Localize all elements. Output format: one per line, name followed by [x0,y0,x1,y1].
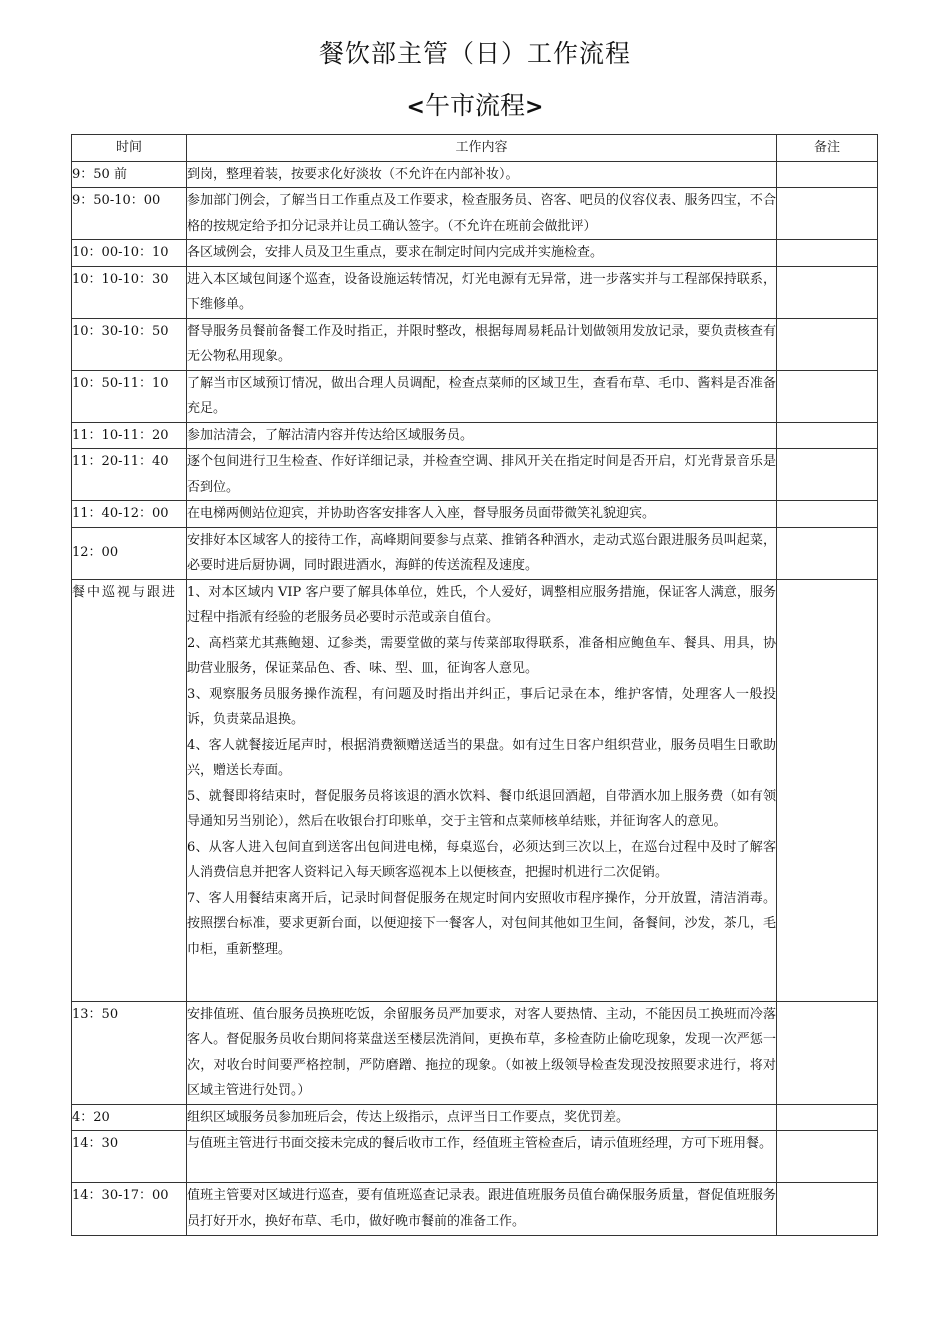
row-content: 安排值班、值台服务员换班吃饭，余留服务员严加要求，对客人要热情、主动，不能因员工换班而冷落客人。督促服务员收台期间将菜盘送至楼层洗消间，更换布草，多检查防止偷吃现象，发现一次严惩一次，对收台时间要严格控制，严防磨蹭、拖拉的现象。（如被上级领导检查发现没按照要求进行，将对区域主管进行处罚。） [187,1001,777,1104]
row-time: 10：10-10：30 [72,266,187,318]
row-time: 9：50-10：00 [72,188,187,240]
document-title: 餐饮部主管（日）工作流程 [318,39,631,68]
table-row [72,161,878,188]
row-note [777,188,878,240]
document-subtitle [0,86,950,122]
header-note: 备注 [777,135,878,162]
workflow-table [71,134,878,1236]
row-note [777,318,878,370]
row-content: 进入本区域包间逐个巡查，设备设施运转情况，灯光电源有无异常，进一步落实并与工程部保持联系，下维修单。 [187,266,777,318]
content-paragraph: 1、对本区域内 VIP 客户要了解具体单位，姓氏，个人爱好，调整相应服务措施，保证客人满意，服务过程中指派有经验的老服务员必要时示范或亲自值台。 [187,584,776,625]
row-time: 9：50 前 [72,161,187,188]
table-row [72,527,878,579]
table-row [72,579,878,1001]
subtitle-bracket-right: > [525,95,544,120]
row-content: 逐个包间进行卫生检查、作好详细记录，并检查空调、排风开关在指定时间是否开启，灯光背景音乐是否到位。 [187,449,777,501]
table-row [72,501,878,528]
table-row [72,1001,878,1104]
row-note [777,501,878,528]
row-time: 10：30-10：50 [72,318,187,370]
table-row [72,1183,878,1236]
table-row [72,449,878,501]
row-note [777,527,878,579]
row-content: 在电梯两侧站位迎宾，并协助咨客安排客人入座，督导服务员面带微笑礼貌迎宾。 [187,501,777,528]
table-row [72,1131,878,1183]
row-time: 4：20 [72,1104,187,1131]
row-content: 值班主管要对区域进行巡查，要有值班巡查记录表。跟进值班服务员值台确保服务质量，督促值班服务员打好开水，换好布草、毛巾，做好晚市餐前的准备工作。 [187,1183,777,1236]
row-content: 组织区域服务员参加班后会，传达上级指示，点评当日工作要点，奖优罚差。 [187,1104,777,1131]
row-note [777,266,878,318]
header-time: 时间 [72,135,187,162]
row-note [777,1183,878,1236]
row-time: 11：40-12：00 [72,501,187,528]
table-row [72,318,878,370]
row-note [777,422,878,449]
row-time: 12：00 [72,527,187,579]
table-row [72,422,878,449]
row-time: 10：00-10：10 [72,240,187,267]
table-row [72,266,878,318]
row-content: 安排好本区域客人的接待工作，高峰期间要参与点菜、推销各种酒水，走动式巡台跟进服务员叫起菜，必要时进后厨协调，同时跟进酒水，海鲜的传送流程及速度。 [187,527,777,579]
row-content: 到岗，整理着装，按要求化好淡妆（不允许在内部补妆）。 [187,161,777,188]
subtitle-text: 午市流程 [424,91,525,120]
row-content: 各区域例会，安排人员及卫生重点，要求在制定时间内完成并实施检查。 [187,240,777,267]
row-time: 14：30 [72,1131,187,1183]
row-note [777,579,878,1001]
content-paragraph: 7、客人用餐结束离开后，记录时间督促服务在规定时间内安照收市程序操作，分开放置，清洁消毒。按照摆台标准，要求更新台面，以便迎接下一餐客人，对包间其他如卫生间，备餐间，沙发，茶几，毛巾柜，重新整理。 [187,890,776,957]
row-content: 与值班主管进行书面交接未完成的餐后收市工作，经值班主管检查后，请示值班经理，方可下班用餐。 [187,1131,777,1183]
row-time: 餐中巡视与跟进 [72,579,187,1001]
row-content: 参加沽清会，了解沽清内容并传达给区域服务员。 [187,422,777,449]
row-content [187,579,777,1001]
row-content: 督导服务员餐前备餐工作及时指正，并限时整改，根据每周易耗品计划做领用发放记录，要负责核查有无公物私用现象。 [187,318,777,370]
row-time: 13：50 [72,1001,187,1104]
row-note [777,1104,878,1131]
content-paragraph: 6、从客人进入包间直到送客出包间进电梯，每桌巡台，必须达到三次以上，在巡台过程中及时了解客人消费信息并把客人资料记入每天顾客巡视本上以便核查，把握时机进行二次促销。 [187,839,776,880]
row-note [777,1131,878,1183]
content-paragraph: 3、观察服务员服务操作流程，有问题及时指出并纠正，事后记录在本，维护客情，处理客人一般投诉，负责菜品退换。 [187,686,776,727]
subtitle-bracket-left: < [406,95,425,120]
row-content: 参加部门例会，了解当日工作重点及工作要求，检查服务员、咨客、吧员的仪容仪表、服务四宝，不合格的按规定给予扣分记录并让员工确认签字。（不允许在班前会做批评） [187,188,777,240]
row-content: 了解当市区域预订情况，做出合理人员调配，检查点菜师的区域卫生，查看布草、毛巾、酱料是否准备充足。 [187,370,777,422]
row-note [777,1001,878,1104]
row-time: 11：20-11：40 [72,449,187,501]
content-paragraph: 4、客人就餐接近尾声时，根据消费额赠送适当的果盘。如有过生日客户组织营业，服务员唱生日歌助兴，赠送长寿面。 [187,737,776,778]
row-time: 11：10-11：20 [72,422,187,449]
table-row [72,370,878,422]
table-header-row [72,135,878,162]
row-note [777,370,878,422]
row-note [777,161,878,188]
row-time: 10：50-11：10 [72,370,187,422]
row-note [777,240,878,267]
row-time: 14：30-17：00 [72,1183,187,1236]
table-row [72,1104,878,1131]
content-paragraph: 2、高档菜尤其燕鲍翅、辽参类，需要堂做的菜与传菜部取得联系，准备相应鲍鱼车、餐具、用具，协助营业服务，保证菜品色、香、味、型、皿，征询客人意见。 [187,635,776,676]
table-row [72,188,878,240]
table-row [72,240,878,267]
header-content: 工作内容 [187,135,777,162]
content-paragraph: 5、就餐即将结束时，督促服务员将该退的酒水饮料、餐巾纸退回酒超，自带酒水加上服务费（如有领导通知另当别论），然后在收银台打印账单，交于主管和点菜师核单结账，并征询客人的意见。 [187,788,776,829]
row-note [777,449,878,501]
